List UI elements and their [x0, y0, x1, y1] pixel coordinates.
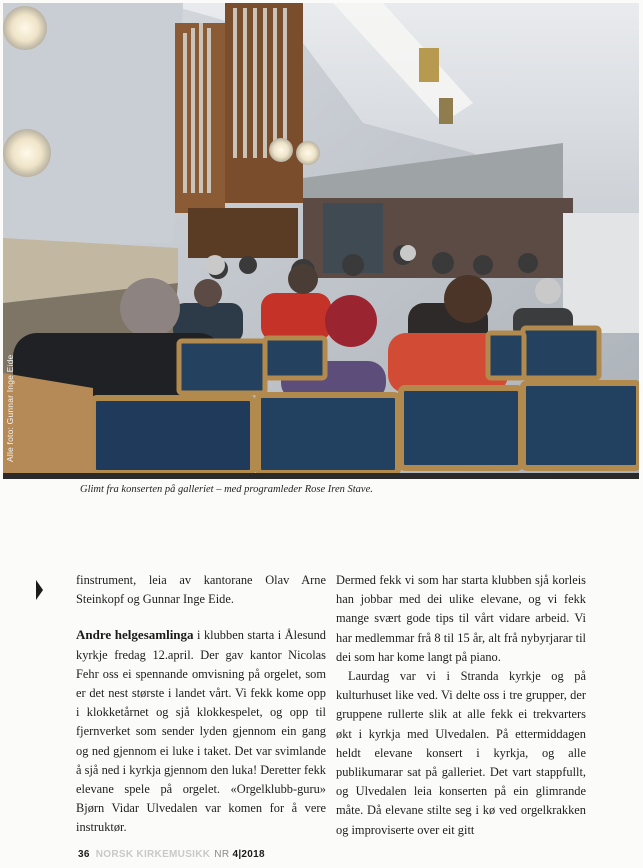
paragraph-body: i klubben starta i Ålesund kyrkje fredag 12.april. Der gav kantor Nicolas Fehr oss ei spennande omvisning på orgelet, som er det nest største i landet vårt. Vi fekk kome opp i klokketårnet og sjå klokkespelet, og opp til fjernverket som sender lyden gjennom ein gang og ned gjennom ei luke i taket. Det var svimlande å sjå ned i kyrkja gjennom den luka! Deretter fekk elevane spele på orgelet. «Orgelklubb-guru» Bjørn Vidar Ulvedalen var komen for å vere instruktør. [76, 628, 326, 835]
text-column-right [336, 571, 586, 840]
photo-caption: Glimt fra konserten på galleriet – med programleder Rose Iren Stave. [80, 484, 373, 495]
issue-label: NR [214, 849, 230, 860]
photo-credit: Alle foto: Gunnar Inge Eide [5, 354, 15, 462]
paragraph: Dermed fekk vi som har starta klubben sjå korleis han jobbar med dei ulike elevane, og vi fekk mange svært gode tips til vårt vidare arbeid. Vi har medlemmar frå 8 til 15 år, alt frå nybyrjarar til dei som har kome langt på piano. [336, 573, 586, 664]
issue-number: 4 [232, 849, 239, 860]
paragraph: finstrument, leia av kantorane Olav Arne Steinkopf og Gunnar Inge Eide. [76, 573, 326, 607]
page-footer [78, 849, 265, 860]
paragraph-helgesamling [76, 625, 326, 837]
footer-separator: | [238, 849, 242, 860]
concert-photo-illustration [3, 3, 639, 479]
issue-year: 2018 [241, 849, 265, 860]
text-column-left [76, 571, 326, 838]
continuation-arrow-icon [36, 580, 43, 600]
concert-photo [3, 3, 639, 479]
page-number: 36 [78, 849, 90, 860]
magazine-name: NORSK KIRKEMUSIKK [95, 849, 211, 860]
paragraph: Laurdag var vi i Stranda kyrkje og på kulturhuset like ved. Vi delte oss i tre grupper, der gruppene rullerte slik at alle fekk ei trekvarters økt i kyrkja med Ulvedalen. På ettermiddagen heldt elevane konsert i kyrkja, og alle publikumarar sat på galleriet. Det vart stappfullt, og Ulvedalen leia konserten på ein glimrande måte. Då elevane stilte seg i kø ved orgelkrakken og improviserte over eit gitt [336, 669, 586, 837]
lead-in-heading: Andre helgesamlinga [76, 627, 194, 643]
